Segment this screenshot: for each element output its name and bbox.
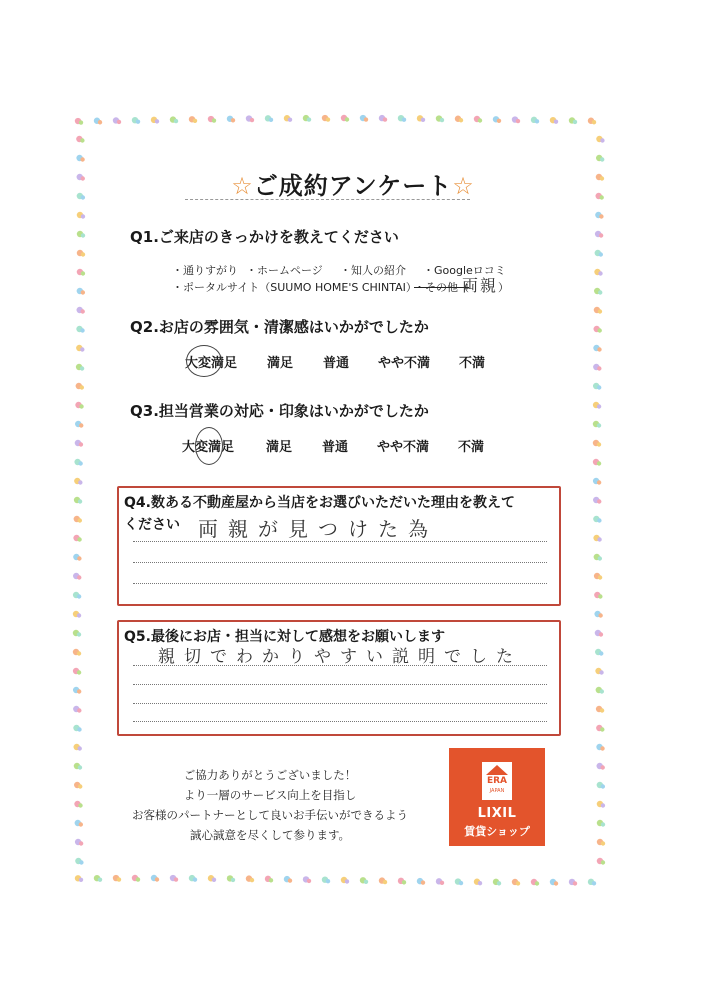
q2-rating-neutral[interactable]: 普通 [323, 356, 350, 371]
border-dot [73, 649, 81, 656]
era-logo-icon [482, 762, 512, 800]
border-dot [531, 117, 539, 124]
q3-rating-satisfied[interactable]: 満足 [266, 440, 293, 455]
border-dot [74, 459, 82, 466]
border-dot [595, 630, 603, 637]
q1-other-handwritten: 両親 [462, 276, 499, 295]
page-title [0, 166, 706, 201]
border-dot [593, 402, 601, 409]
closing-line-1: ご協力ありがとうございました！ [183, 768, 357, 782]
border-dot [74, 516, 82, 523]
border-dot [379, 877, 387, 884]
border-dot [77, 212, 85, 219]
q5-writing-line [133, 684, 547, 685]
border-dot [189, 116, 197, 123]
border-dot [75, 440, 83, 447]
q1-option-portal[interactable]: ・ポータルサイト（SUUMO HOME'S CHINTAI） [172, 281, 417, 294]
border-dot [594, 288, 602, 295]
border-dot [76, 345, 84, 352]
border-dot [550, 117, 558, 124]
q1-other-close: ） [498, 281, 509, 294]
q2-label: Q2.お店の雰囲気・清潔感はいかがでしたか [130, 318, 429, 336]
border-dot [74, 744, 82, 751]
border-dot [417, 115, 425, 122]
q1-label: Q1.ご来店のきっかけを教えてください [130, 228, 399, 246]
border-dot [594, 554, 602, 561]
border-dot [265, 876, 273, 883]
border-dot [74, 497, 82, 504]
era-logo-subtext: JAPAN [489, 788, 505, 794]
border-dot [595, 212, 603, 219]
border-dot [73, 592, 81, 599]
border-dot [189, 875, 197, 882]
border-dot [588, 879, 596, 886]
border-dot [474, 116, 482, 123]
border-dot [493, 116, 501, 123]
closing-line-2: より一層のサービス向上を目指し [183, 788, 357, 802]
q4-label-line1: Q4.数ある不動産屋から当店をお選びいただいた理由を教えて [124, 495, 515, 511]
border-dot [246, 115, 254, 122]
border-dot [132, 117, 140, 124]
border-dot [75, 858, 83, 865]
title-text: ご成約アンケート [253, 172, 453, 200]
border-dot [77, 250, 85, 257]
border-dot [73, 706, 81, 713]
border-dot [594, 307, 602, 314]
border-dot [550, 879, 558, 886]
border-dot [208, 116, 216, 123]
q4-writing-line [133, 541, 547, 542]
border-dot [593, 516, 601, 523]
border-dot [436, 878, 444, 885]
border-dot [595, 231, 603, 238]
border-dot [593, 478, 601, 485]
border-dot [76, 136, 84, 143]
border-dot [284, 115, 292, 122]
border-dot [75, 875, 83, 882]
border-dot [73, 668, 81, 675]
closing-line-4: 誠心誠意を尽くして参ります。 [189, 828, 351, 842]
border-dot [151, 117, 159, 124]
q3-selection-circle [195, 427, 223, 465]
border-dot [360, 877, 368, 884]
border-dot [474, 879, 482, 886]
border-dot [73, 687, 81, 694]
q3-rating-neutral[interactable]: 普通 [322, 440, 349, 455]
era-logo-text: ERA [486, 776, 508, 786]
border-dot [75, 118, 83, 125]
border-dot [596, 155, 604, 162]
q3-rating-somewhat-unsatisfied[interactable]: やや不満 [377, 440, 430, 455]
border-dot [455, 878, 463, 885]
q1-option-homepage[interactable]: ・ホームページ [246, 264, 323, 277]
q3-label: Q3.担当営業の対応・印象はいかがでしたか [130, 402, 429, 420]
q5-writing-line [133, 703, 547, 704]
border-dot [417, 878, 425, 885]
border-dot [593, 497, 601, 504]
border-dot [596, 725, 604, 732]
border-dot [341, 877, 349, 884]
border-dot [75, 839, 83, 846]
border-dot [76, 383, 84, 390]
border-dot [322, 115, 330, 122]
border-dot [597, 782, 605, 789]
border-dot [569, 117, 577, 124]
star-icon-right: ☆ [452, 172, 475, 200]
border-dot [597, 763, 605, 770]
border-dot [398, 878, 406, 885]
border-dot [208, 875, 216, 882]
border-dot [593, 459, 601, 466]
q4-writing-line [133, 583, 547, 584]
border-dot [74, 478, 82, 485]
q5-writing-line [133, 721, 547, 722]
border-dot [227, 875, 235, 882]
border-dot [360, 115, 368, 122]
border-dot [77, 288, 85, 295]
q1-option-other[interactable]: ・その他（ [414, 281, 469, 294]
q4-writing-line [133, 562, 547, 563]
q5-handwritten-answer: 親切でわかりやすい説明でした [158, 647, 522, 667]
border-dot [170, 875, 178, 882]
star-icon-left: ☆ [231, 172, 254, 200]
border-dot [303, 115, 311, 122]
lixil-brand-text: LIXIL [477, 806, 517, 821]
border-dot [379, 115, 387, 122]
border-dot [597, 801, 605, 808]
q5-writing-line [133, 665, 547, 666]
border-dot [597, 820, 605, 827]
q3-rating-unsatisfied[interactable]: 不満 [458, 440, 485, 455]
border-dot [77, 307, 85, 314]
border-dot [73, 573, 81, 580]
border-dot [593, 440, 601, 447]
border-dot [596, 744, 604, 751]
border-dot [132, 875, 140, 882]
border-dot [594, 592, 602, 599]
border-dot [597, 858, 605, 865]
border-dot [436, 115, 444, 122]
border-dot [73, 630, 81, 637]
q4-label-line2: ください [124, 517, 180, 533]
border-dot [303, 876, 311, 883]
q1-option-passing[interactable]: ・通りすがり [172, 264, 238, 277]
border-dot [512, 116, 520, 123]
q2-rating-somewhat-unsatisfied[interactable]: やや不満 [378, 356, 431, 371]
border-dot [593, 535, 601, 542]
q2-rating-satisfied[interactable]: 満足 [267, 356, 294, 371]
border-dot [227, 116, 235, 123]
border-dot [493, 879, 501, 886]
border-dot [75, 421, 83, 428]
border-dot [113, 117, 121, 124]
border-dot [151, 875, 159, 882]
border-dot [593, 383, 601, 390]
border-dot [246, 875, 254, 882]
border-dot [593, 345, 601, 352]
border-dot [594, 611, 602, 618]
border-dot [265, 115, 273, 122]
border-dot [341, 115, 349, 122]
border-dot [593, 421, 601, 428]
border-dot [455, 116, 463, 123]
border-dot [113, 875, 121, 882]
q2-selection-circle [186, 345, 222, 377]
border-dot [322, 876, 330, 883]
q1-option-google[interactable]: ・Googleロコミ [423, 264, 506, 277]
border-dot [77, 269, 85, 276]
q5-label: Q5.最後にお店・担当に対して感想をお願いします [124, 629, 445, 645]
border-dot [531, 879, 539, 886]
border-dot [76, 326, 84, 333]
border-dot [569, 879, 577, 886]
border-dot [94, 875, 102, 882]
q3-rating-very-satisfied[interactable]: 大変満足 [182, 440, 235, 455]
q1-option-referral[interactable]: ・知人の紹介 [340, 264, 406, 277]
border-dot [76, 155, 84, 162]
border-dot [596, 706, 604, 713]
lixil-logo [449, 748, 545, 846]
border-dot [74, 763, 82, 770]
border-dot [73, 535, 81, 542]
border-dot [595, 649, 603, 656]
border-dot [594, 269, 602, 276]
border-dot [76, 364, 84, 371]
chintai-shop-text: 賃貸ショップ [464, 825, 530, 838]
border-dot [73, 611, 81, 618]
closing-message [90, 765, 450, 845]
border-dot [595, 668, 603, 675]
border-dot [597, 839, 605, 846]
house-roof-icon [486, 765, 508, 775]
q4-handwritten-answer: 両親が見つけた為 [198, 517, 438, 541]
border-dot [593, 364, 601, 371]
border-dot [594, 573, 602, 580]
border-dot [398, 115, 406, 122]
border-dot [596, 687, 604, 694]
border-dot [75, 402, 83, 409]
border-dot [73, 554, 81, 561]
closing-line-3: お客様のパートナーとして良いお手伝いができるよう [132, 808, 408, 822]
border-dot [596, 136, 604, 143]
border-dot [588, 118, 596, 125]
border-dot [512, 879, 520, 886]
q2-rating-very-satisfied[interactable]: 大変満足 [185, 356, 238, 371]
title-underline [185, 199, 470, 201]
border-dot [75, 820, 83, 827]
border-dot [170, 116, 178, 123]
border-dot [594, 326, 602, 333]
border-dot [77, 231, 85, 238]
border-dot [74, 801, 82, 808]
border-dot [73, 725, 81, 732]
border-dot [595, 250, 603, 257]
border-dot [94, 118, 102, 125]
q2-rating-unsatisfied[interactable]: 不満 [459, 356, 486, 371]
border-dot [284, 876, 292, 883]
border-dot [74, 782, 82, 789]
